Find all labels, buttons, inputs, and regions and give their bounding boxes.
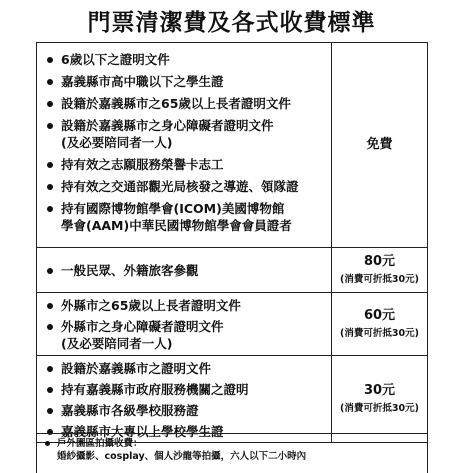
eligibility-item: 外縣市之身心障礙者證明文件 (及必要陪同者一人) [43,318,331,352]
eligibility-item: 一般民眾、外籍旅客參觀 [43,262,331,279]
eligibility-cell [37,248,332,293]
price-value: 免費 [366,137,393,152]
price-cell [332,293,428,356]
eligibility-item: 持有國際博物館學會(ICOM)美國博物館 學會(AAM)中華民國博物館學會會員證者 [43,200,331,234]
outdoor-fee-detail: 婚紗攝影、cosplay、個人沙龍等拍攝，六人以下二小時內 [57,451,307,462]
eligibility-cell [37,293,332,356]
eligibility-cell [37,356,332,443]
outdoor-fee-heading: 戶外園區拍攝收費： [41,437,427,450]
price-cell [332,248,428,293]
eligibility-item: 持有嘉義縣市政府服務機關之證明 [43,381,331,398]
eligibility-item: 嘉義縣市大專以上學校學生證 [43,423,331,440]
eligibility-item: 持有效之志願服務榮譽卡志工 [43,156,331,173]
eligibility-item: 外縣市之65歲以上長者證明文件 [43,297,331,314]
fee-table [36,42,428,443]
eligibility-item: 設籍於嘉義縣市之身心障礙者證明文件 (及必要陪同者一人) [43,117,331,151]
eligibility-item: 6歲以下之證明文件 [43,51,331,68]
price-note: (消費可折抵30元) [340,328,419,339]
price-value: 60元 [363,308,396,323]
eligibility-cell [37,43,332,248]
page-title: 門票清潔費及各式收費標準 [87,10,376,36]
price-note: (消費可折抵30元) [340,274,419,285]
fee-row-80 [37,248,428,293]
eligibility-item: 設籍於嘉義縣市之65歲以上長者證明文件 [43,95,331,112]
fee-row-60 [37,293,428,356]
eligibility-item: 設籍於嘉義縣市之證明文件 [43,360,331,377]
price-note: (消費可折抵30元) [340,403,419,414]
eligibility-item: 嘉義縣市各級學校服務證 [43,402,331,419]
price-cell [332,43,428,248]
fee-row-free [37,43,428,248]
price-value: 80元 [363,254,396,269]
eligibility-item: 嘉義縣市高中職以下之學生證 [43,73,331,90]
price-cell [332,356,428,443]
price-value: 30元 [363,383,396,398]
eligibility-item: 持有效之交通部觀光局核發之導遊、領隊證 [43,178,331,195]
fee-row-30 [37,356,428,443]
outdoor-fee-note [36,433,428,473]
